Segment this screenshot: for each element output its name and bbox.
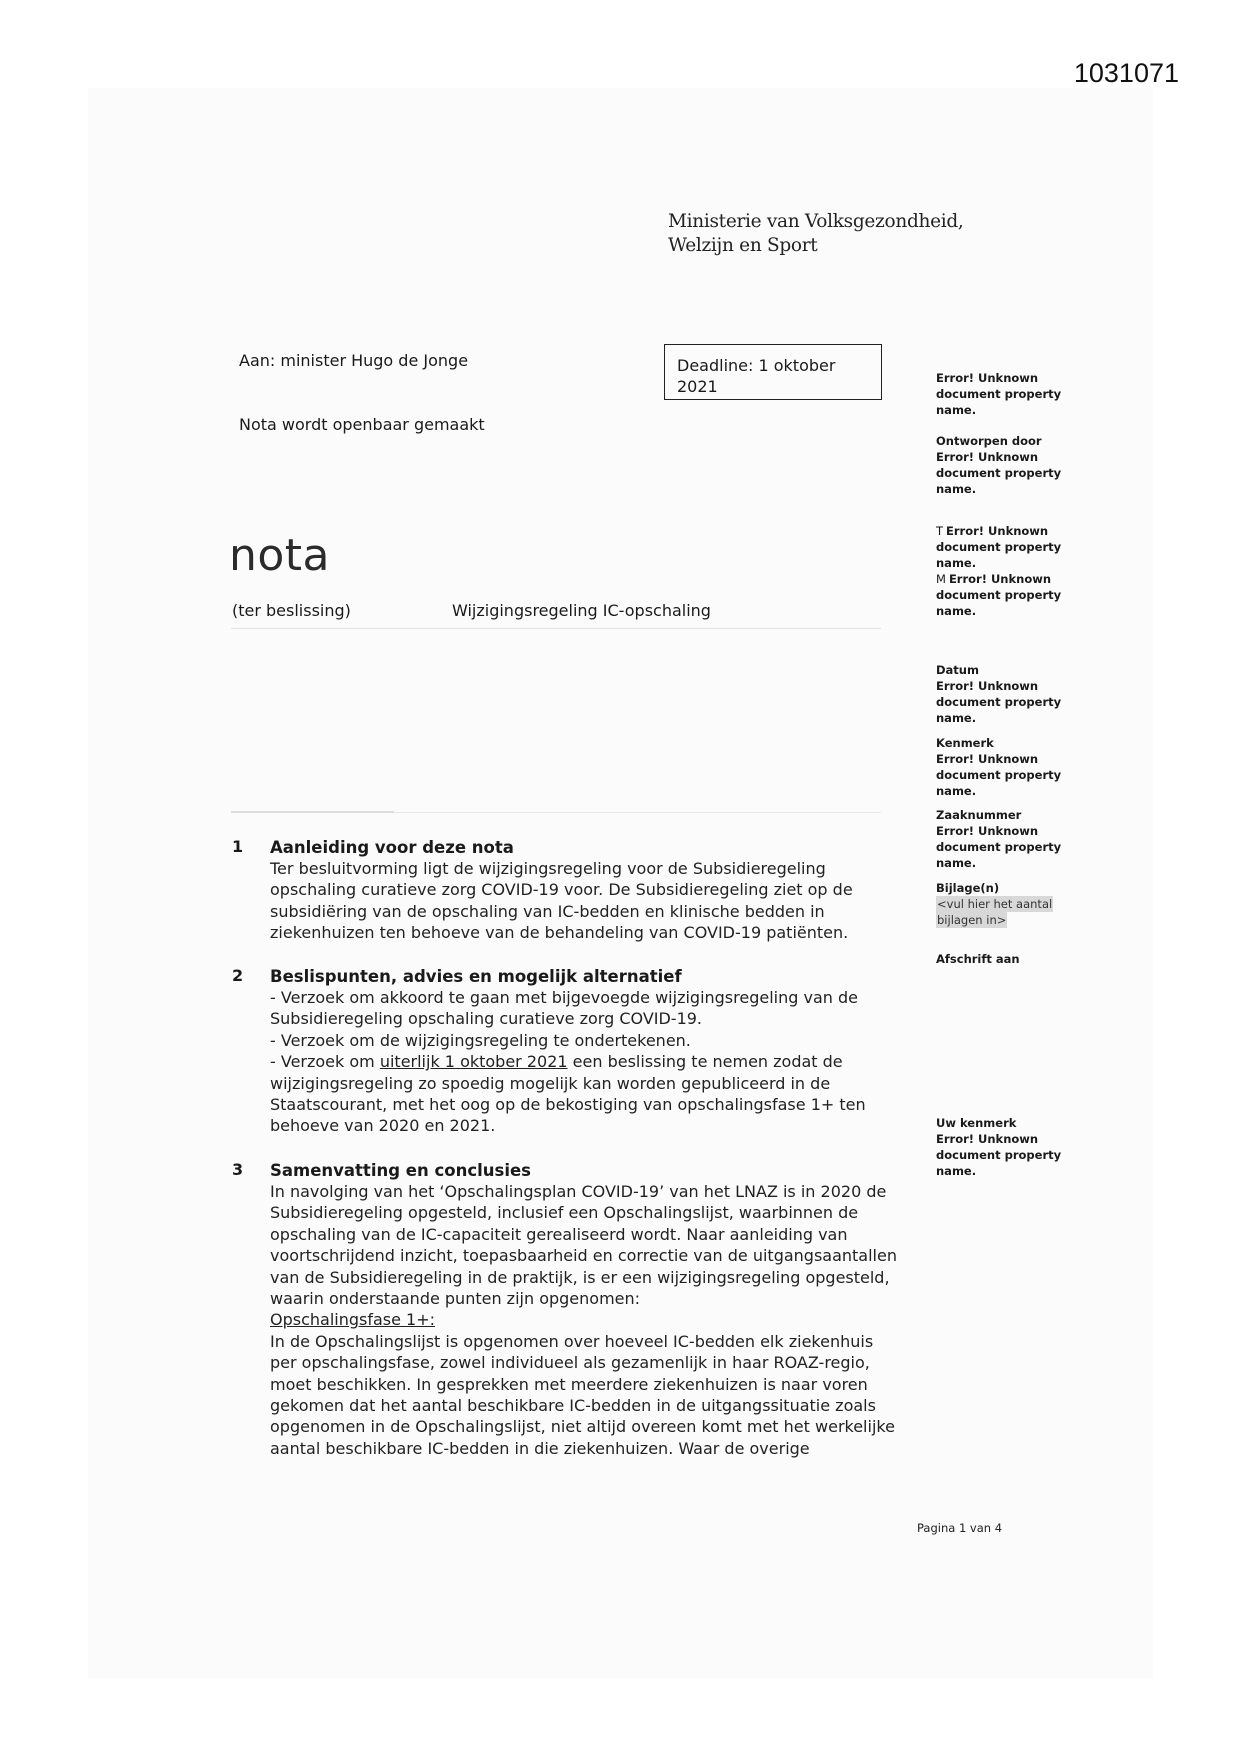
body-line: opschaling van de IC-capaciteit gerealiseerd wordt. Naar aanleiding van: [270, 1224, 848, 1244]
body-text: een beslissing te nemen zodat de: [567, 1052, 843, 1072]
body-line: Staatscourant, met het oog op de bekostiging van opschalingsfase 1+ ten: [270, 1095, 866, 1115]
body-line: waarin onderstaande punten zijn opgenomen:: [270, 1289, 641, 1309]
body-line: per opschalingsfase, zowel individueel als gezamenlijk in haar ROAZ-regio,: [270, 1353, 870, 1373]
property-value: name.: [936, 556, 977, 570]
body-line: Subsidieregeling opschaling curatieve zorg COVID-19.: [270, 1009, 703, 1029]
body-line: ziekenhuizen ten behoeve van de behandeling van COVID-19 patiënten.: [270, 923, 849, 943]
property-value: document property: [936, 588, 1062, 602]
body-line: - Verzoek om de wijzigingsregeling te ondertekenen.: [270, 1030, 691, 1050]
document-number: 1031071: [1073, 58, 1179, 88]
deadline-box: [664, 344, 882, 400]
body-line: wijzigingsregeling zo spoedig mogelijk kan worden gepubliceerd in de: [270, 1073, 831, 1093]
property-label: Datum: [936, 663, 979, 677]
section-3: [232, 1160, 912, 1459]
section-body: [270, 987, 912, 1137]
property-value: name.: [936, 482, 977, 496]
property-value: Error! Unknown: [936, 679, 1039, 693]
property-placeholder: [936, 912, 1076, 928]
property-value: document property: [936, 1148, 1062, 1162]
property-placeholder: [936, 896, 1076, 912]
recipient: Aan: minister Hugo de Jonge: [239, 351, 469, 370]
body-line: opschaling curatieve zorg COVID-19 voor. De Subsidieregeling ziet op de: [270, 880, 853, 900]
body-line: Ter besluitvorming ligt de wijzigingsregeling voor de Subsidieregeling: [270, 859, 826, 878]
note-type: (ter beslissing): [232, 601, 351, 620]
placeholder-highlight: <vul hier het aantal: [937, 897, 1053, 911]
body-text: - Verzoek om: [270, 1052, 380, 1072]
body-line: opgenomen in de Opschalingslijst, niet altijd overeen komt met het werkelijke: [270, 1417, 895, 1437]
section-heading: Aanleiding voor deze nota: [270, 838, 514, 857]
ministry-header: [668, 210, 964, 258]
sidebar-zaaknummer: [936, 807, 1076, 871]
ministry-line-1: Ministerie van Volksgezondheid,: [668, 211, 964, 232]
section-body: [270, 1181, 912, 1459]
sidebar-kenmerk: [936, 735, 1076, 799]
body-line: Subsidieregeling opgesteld, inclusief een Opschalingslijst, waarbinnen de: [270, 1203, 859, 1223]
body-line: gekomen dat het aantal beschikbare IC-bedden in de uitgangssituatie zoals: [270, 1396, 876, 1416]
property-value: document property: [936, 540, 1062, 554]
property-value: name.: [936, 403, 977, 417]
body-line: van de Subsidieregeling in de praktijk, is er een wijzigingsregeling opgesteld,: [270, 1267, 890, 1287]
publication-status: Nota wordt openbaar gemaakt: [239, 415, 485, 434]
property-value: document property: [936, 695, 1062, 709]
deadline-line-1: Deadline: 1 oktober: [677, 356, 836, 375]
property-prefix: M: [936, 572, 946, 586]
body-line: voortschrijdend inzicht, toepasbaarheid en correctie van de uitgangsaantallen: [270, 1246, 897, 1266]
section-1: [232, 837, 912, 944]
property-value-text: Error! Unknown: [948, 572, 1052, 586]
body-line: - Verzoek om akkoord te gaan met bijgevoegde wijzigingsregeling van de: [270, 988, 858, 1007]
property-label: Bijlage(n): [936, 881, 1000, 895]
property-label: Kenmerk: [936, 736, 994, 750]
property-value: name.: [936, 784, 977, 798]
section-2: [232, 966, 912, 1137]
sidebar-telephone: [936, 523, 1076, 619]
property-value: [936, 523, 1076, 539]
property-value: name.: [936, 604, 977, 618]
section-number: 3: [232, 1160, 244, 1179]
divider-accent: [231, 811, 394, 813]
sidebar-uw-kenmerk: [936, 1115, 1076, 1179]
property-value: name.: [936, 711, 977, 725]
property-value-text: Error! Unknown: [946, 524, 1049, 538]
body-line: In de Opschalingslijst is opgenomen over hoeveel IC-bedden elk ziekenhuis: [270, 1331, 874, 1351]
property-value: document property: [936, 768, 1062, 782]
section-body: [270, 858, 912, 944]
ministry-line-2: Welzijn en Sport: [668, 235, 818, 256]
property-value: Error! Unknown: [936, 450, 1039, 464]
body-line: In navolging van het ‘Opschalingsplan COVID-19’ van het LNAZ is in 2020 de: [270, 1182, 887, 1201]
deadline-emphasis: uiterlijk 1 oktober 2021: [379, 1052, 568, 1072]
body-line: aantal beschikbare IC-bedden in die ziekenhuizen. Waar de overige: [270, 1438, 810, 1458]
body-line: subsidiëring van de opschaling van IC-bedden en klinische bedden in: [270, 901, 825, 921]
placeholder-highlight: bijlagen in>: [937, 913, 1007, 927]
property-label: Zaaknummer: [936, 808, 1022, 822]
body-line: [270, 1051, 912, 1072]
sidebar-afschrift: [936, 951, 1076, 967]
property-value: document property: [936, 387, 1062, 401]
property-label: Ontworpen door: [936, 434, 1042, 448]
property-label: Uw kenmerk: [936, 1116, 1017, 1130]
document-title: nota: [229, 530, 331, 581]
property-value: Error! Unknown: [936, 752, 1039, 766]
property-value: [936, 571, 1076, 587]
property-value: document property: [936, 466, 1062, 480]
body-line: moet beschikken. In gesprekken met meerdere ziekenhuizen is naar voren: [270, 1374, 868, 1394]
sidebar-ontworpen-door: [936, 433, 1076, 497]
property-value: Error! Unknown: [936, 1132, 1039, 1146]
sidebar-bijlagen: [936, 880, 1076, 928]
body-line: behoeve van 2020 en 2021.: [270, 1116, 496, 1136]
property-prefix: T: [936, 524, 944, 538]
section-number: 2: [232, 966, 244, 985]
property-value: document property: [936, 840, 1062, 854]
page-number: Pagina 1 van 4: [917, 1521, 1003, 1535]
subsection-heading: Opschalingsfase 1+:: [270, 1310, 436, 1330]
property-value: Error! Unknown: [936, 824, 1039, 838]
property-value: Error! Unknown: [936, 371, 1039, 385]
deadline-line-2: 2021: [677, 377, 718, 396]
section-heading: Samenvatting en conclusies: [270, 1161, 531, 1180]
divider: [231, 628, 881, 629]
section-heading: Beslispunten, advies en mogelijk alternatief: [270, 967, 682, 986]
sidebar-datum: [936, 662, 1076, 726]
sidebar-property-1: [936, 370, 1076, 418]
subject: Wijzigingsregeling IC-opschaling: [452, 601, 711, 620]
section-number: 1: [232, 837, 244, 856]
property-value: name.: [936, 1164, 977, 1178]
property-value: name.: [936, 856, 977, 870]
property-label: Afschrift aan: [936, 952, 1020, 966]
